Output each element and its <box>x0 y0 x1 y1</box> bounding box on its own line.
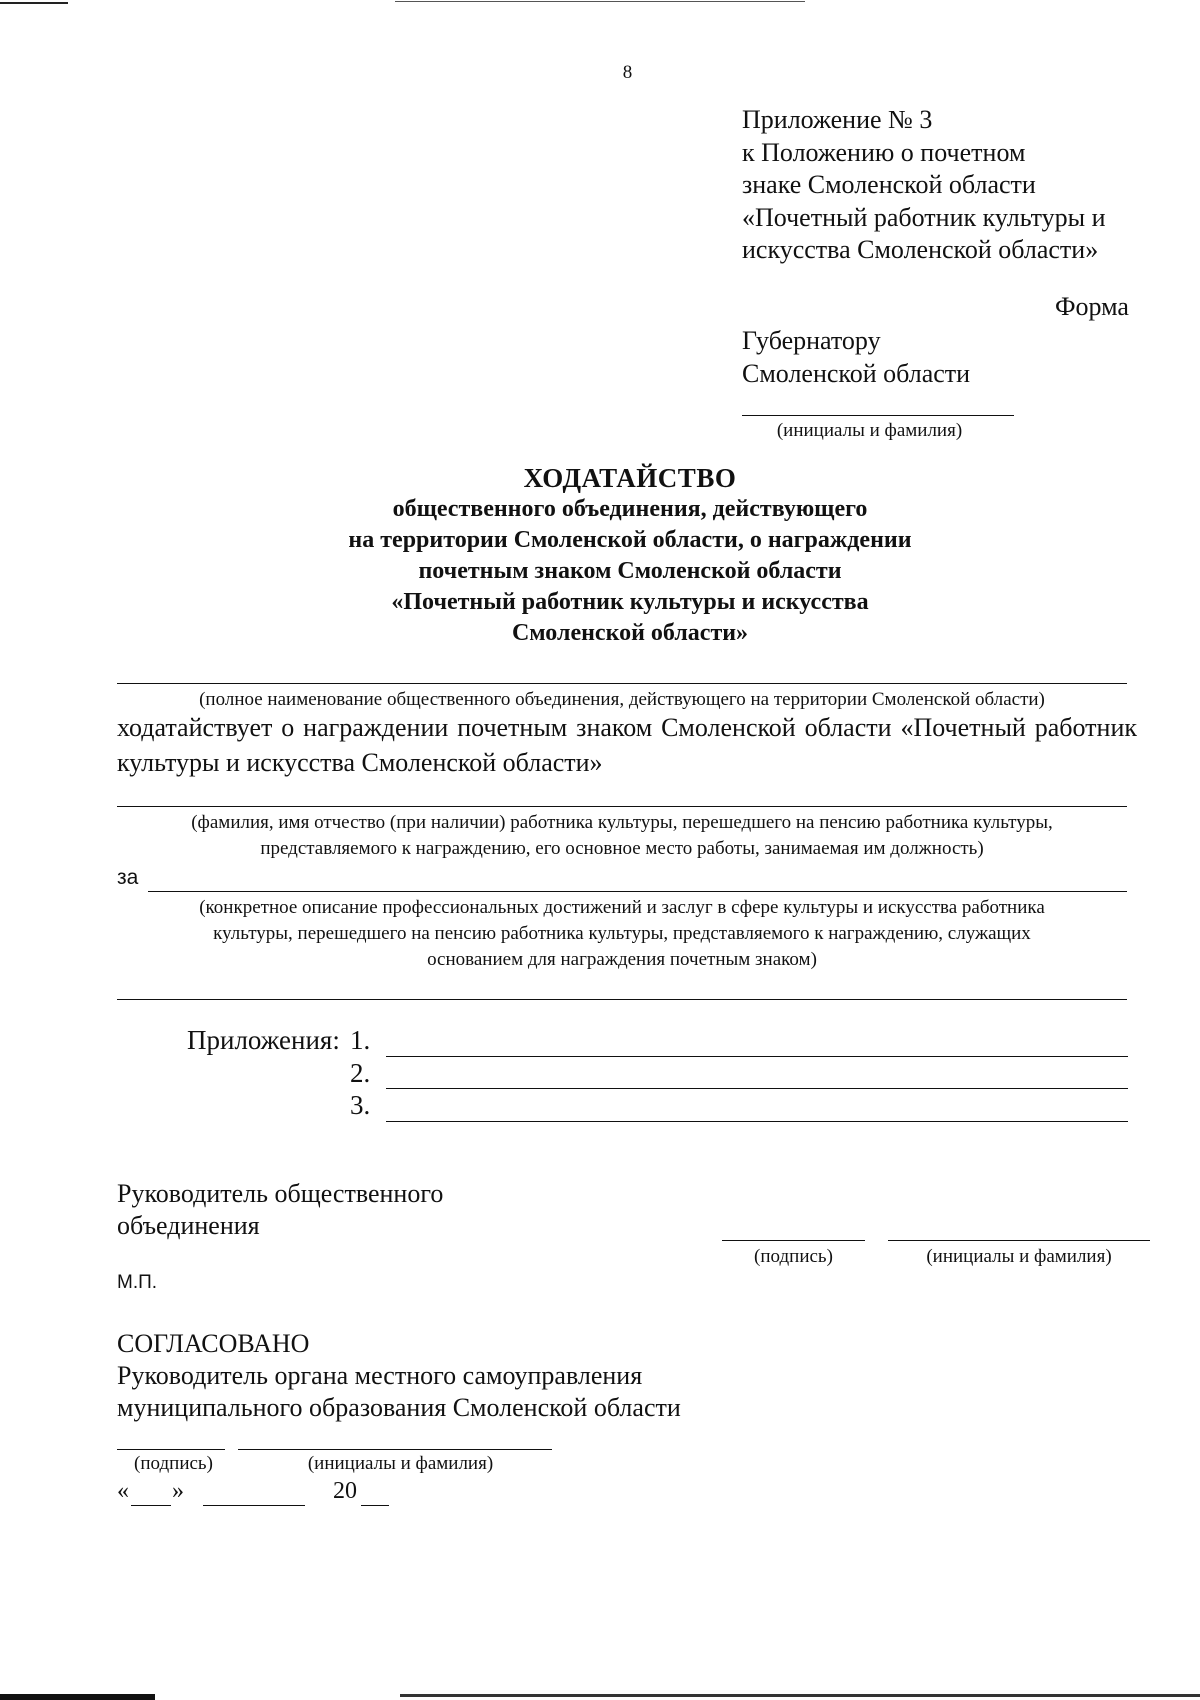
merits-caption <box>117 895 1127 973</box>
scan-edge-bottom <box>0 1694 155 1700</box>
date-month-field[interactable] <box>203 1505 305 1506</box>
title-line: почетным знаком Смоленской области <box>418 558 842 584</box>
date-close-quote: » <box>172 1478 184 1504</box>
head-signature-caption: (подпись) <box>754 1246 833 1267</box>
head-name-field[interactable] <box>888 1240 1150 1241</box>
title-line: на территории Смоленской области, о награждении <box>348 527 912 553</box>
agreed-name-field[interactable] <box>238 1449 552 1450</box>
date-year-field[interactable] <box>361 1505 389 1506</box>
attachment-number: 1. <box>350 1025 371 1055</box>
annex-line: искусства Смоленской области» <box>742 235 1099 264</box>
addressee <box>742 325 970 390</box>
title-line: общественного объединения, действующего <box>392 496 868 522</box>
caption-line: (фамилия, имя отчество (при наличии) работника культуры, перешедшего на пенсию работника культуры, <box>191 812 1053 833</box>
attachment-number: 3. <box>350 1090 371 1120</box>
annex-line: знаке Смоленской области <box>742 170 1036 199</box>
annex-header <box>742 104 1172 267</box>
caption-line: культуры, перешедшего на пенсию работника культуры, представляемого к награждению, служащих <box>213 923 1031 944</box>
addressee-line: Губернатору <box>742 326 881 355</box>
annex-line: «Почетный работник культуры и <box>742 202 1106 232</box>
attachment-field[interactable] <box>386 1056 1128 1057</box>
caption-line: представляемого к награждению, его основное место работы, занимаемая им должность) <box>260 838 984 859</box>
scan-edge-bottom-2 <box>400 1694 1200 1697</box>
caption-line: основанием для награждения почетным знаком) <box>427 949 817 970</box>
petition-text: ходатайствует о награждении почетным знаком Смоленской области «Почетный работник культуры и искусства Смоленской области» <box>117 713 1137 777</box>
attachment-number: 2. <box>350 1058 371 1088</box>
agreed-signature-caption: (подпись) <box>134 1453 213 1474</box>
document-title <box>110 462 1150 649</box>
person-name-field[interactable] <box>117 806 1127 807</box>
person-caption <box>117 810 1127 862</box>
caption-line: (конкретное описание профессиональных достижений и заслуг в сфере культуры и искусства работника <box>199 897 1045 918</box>
head-signature-field[interactable] <box>722 1240 865 1241</box>
attachments-label: Приложения: <box>187 1025 340 1055</box>
scan-edge-top <box>0 2 68 4</box>
page-number: 8 <box>622 62 633 83</box>
addressee-name-field[interactable] <box>742 415 1014 416</box>
date-year-prefix: 20 <box>333 1478 357 1504</box>
head-signature-label <box>117 1178 443 1242</box>
agreed-line: муниципального образования Смоленской области <box>117 1393 681 1422</box>
agreed-line: СОГЛАСОВАНО <box>117 1329 310 1358</box>
date-open-quote: « <box>117 1478 129 1504</box>
agreed-line: Руководитель органа местного самоуправления <box>117 1361 643 1390</box>
title-main: ХОДАТАЙСТВО <box>523 463 737 493</box>
date-row <box>117 1478 397 1510</box>
title-line: Смоленской области» <box>511 620 749 646</box>
organization-caption: (полное наименование общественного объединения, действующего на территории Смоленской области) <box>199 689 1045 710</box>
stamp-label: М.П. <box>117 1272 158 1293</box>
addressee-caption: (инициалы и фамилия) <box>776 420 963 441</box>
head-label-line: объединения <box>117 1211 260 1240</box>
merits-field-continued[interactable] <box>117 999 1127 1000</box>
annex-line: к Положению о почетном <box>742 137 1026 167</box>
form-label: Форма <box>1055 292 1129 321</box>
attachment-field[interactable] <box>386 1121 1128 1122</box>
head-name-caption: (инициалы и фамилия) <box>926 1246 1112 1267</box>
agreed-name-caption: (инициалы и фамилия) <box>307 1453 494 1474</box>
attachment-field[interactable] <box>386 1088 1128 1089</box>
head-label-line: Руководитель общественного <box>117 1179 444 1208</box>
agreed-signature-field[interactable] <box>117 1449 225 1450</box>
za-label: за <box>117 866 139 889</box>
title-line: «Почетный работник культуры и искусства <box>391 589 869 615</box>
scan-edge-top-2 <box>395 1 805 2</box>
merits-field[interactable] <box>148 891 1127 892</box>
addressee-line: Смоленской области <box>742 358 971 388</box>
annex-line: Приложение № 3 <box>742 105 933 134</box>
agreed-block <box>117 1328 681 1424</box>
date-day-field[interactable] <box>131 1505 171 1506</box>
organization-name-field[interactable] <box>117 683 1127 684</box>
